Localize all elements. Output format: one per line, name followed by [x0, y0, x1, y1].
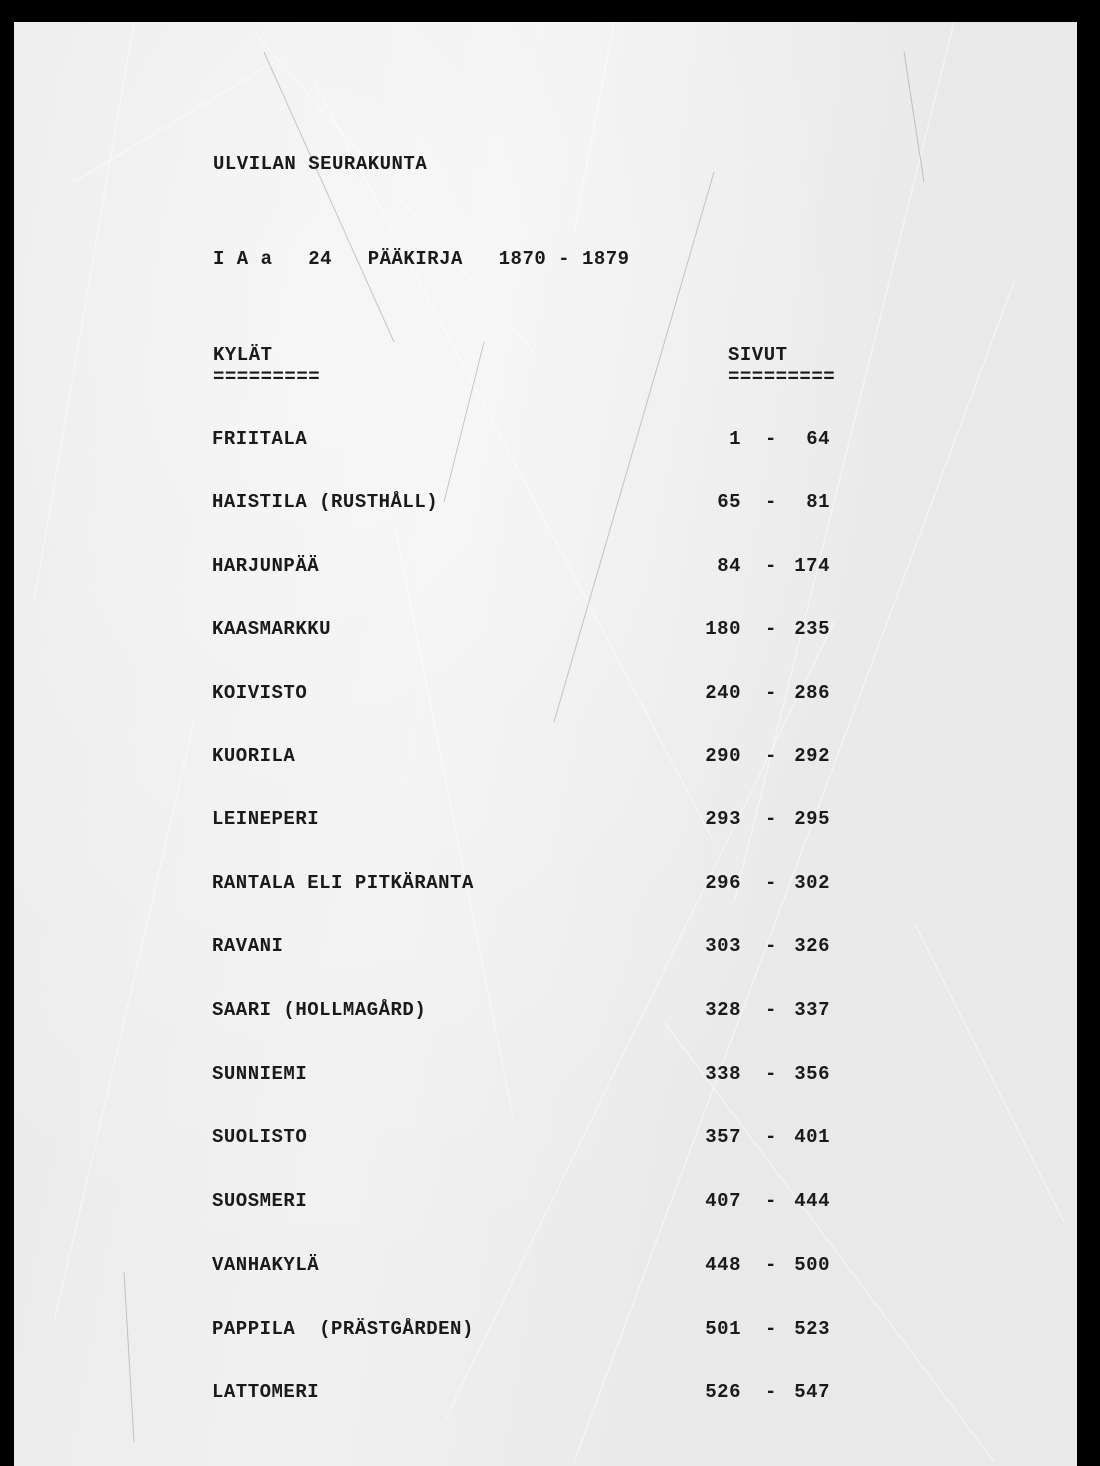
range-dash: - — [765, 1063, 777, 1085]
page-end: 500 — [794, 1254, 830, 1276]
villages-column-header: KYLÄT — [213, 344, 273, 366]
range-dash: - — [765, 1190, 777, 1212]
page-start: 296 — [705, 872, 741, 894]
village-name: KUORILA — [212, 745, 296, 767]
range-dash: - — [765, 1381, 777, 1403]
page-start: 407 — [705, 1190, 741, 1212]
page-start: 65 — [717, 491, 741, 513]
list-item — [14, 1126, 1077, 1154]
range-dash: - — [765, 1254, 777, 1276]
list-item — [14, 1254, 1077, 1282]
page-start: 448 — [705, 1254, 741, 1276]
range-dash: - — [765, 745, 777, 767]
page-start: 180 — [705, 618, 741, 640]
village-name: HARJUNPÄÄ — [212, 555, 320, 577]
village-name: LEINEPERI — [212, 808, 320, 830]
range-dash: - — [765, 428, 777, 450]
list-item — [14, 872, 1077, 900]
page-end: 326 — [794, 935, 830, 957]
list-item — [14, 555, 1077, 583]
page-end: 401 — [794, 1126, 830, 1148]
range-dash: - — [765, 935, 777, 957]
page-end: 295 — [794, 808, 830, 830]
page-end: 286 — [794, 682, 830, 704]
list-item — [14, 935, 1077, 963]
village-name: SUOLISTO — [212, 1126, 308, 1148]
list-item — [14, 618, 1077, 646]
page-start: 328 — [705, 999, 741, 1021]
page-end: 64 — [806, 428, 830, 450]
page-end: 337 — [794, 999, 830, 1021]
village-name: PAPPILA (PRÄSTGÅRDEN) — [212, 1318, 474, 1340]
list-item — [14, 1063, 1077, 1091]
village-name: LATTOMERI — [212, 1381, 320, 1403]
page-start: 293 — [705, 808, 741, 830]
range-dash: - — [765, 491, 777, 513]
page-end: 292 — [794, 745, 830, 767]
scan-edge-mark — [1096, 590, 1100, 640]
village-name: KAASMARKKU — [212, 618, 332, 640]
page-start: 357 — [705, 1126, 741, 1148]
village-name: KOIVISTO — [212, 682, 308, 704]
village-name: HAISTILA (RUSTHÅLL) — [212, 491, 439, 513]
page-end: 356 — [794, 1063, 830, 1085]
range-dash: - — [765, 999, 777, 1021]
pages-header-underline: ========= — [728, 366, 836, 388]
range-dash: - — [765, 555, 777, 577]
parish-title: ULVILAN SEURAKUNTA — [213, 153, 428, 175]
village-name: SAARI (HOLLMAGÅRD) — [212, 999, 427, 1021]
village-name: RAVANI — [212, 935, 284, 957]
page-end: 235 — [794, 618, 830, 640]
list-item — [14, 1190, 1077, 1218]
range-dash: - — [765, 618, 777, 640]
list-item — [14, 808, 1077, 836]
page-end: 174 — [794, 555, 830, 577]
list-item — [14, 1318, 1077, 1346]
list-item — [14, 428, 1077, 456]
range-dash: - — [765, 808, 777, 830]
page-end: 444 — [794, 1190, 830, 1212]
page-start: 1 — [729, 428, 741, 450]
village-name: SUOSMERI — [212, 1190, 308, 1212]
village-name: FRIITALA — [212, 428, 308, 450]
range-dash: - — [765, 1126, 777, 1148]
document-text — [14, 22, 1077, 1466]
village-name: RANTALA ELI PITKÄRANTA — [212, 872, 474, 894]
page-end: 81 — [806, 491, 830, 513]
pages-column-header: SIVUT — [728, 344, 788, 366]
range-dash: - — [765, 1318, 777, 1340]
range-dash: - — [765, 682, 777, 704]
list-item — [14, 682, 1077, 710]
document-page — [14, 22, 1077, 1466]
list-item — [14, 745, 1077, 773]
page-start: 84 — [717, 555, 741, 577]
range-dash: - — [765, 872, 777, 894]
page-start: 338 — [705, 1063, 741, 1085]
page-end: 547 — [794, 1381, 830, 1403]
list-item — [14, 491, 1077, 519]
page-end: 523 — [794, 1318, 830, 1340]
village-name: SUNNIEMI — [212, 1063, 308, 1085]
list-item — [14, 1381, 1077, 1409]
list-item — [14, 999, 1077, 1027]
page-start: 240 — [705, 682, 741, 704]
villages-header-underline: ========= — [213, 366, 321, 388]
page-start: 303 — [705, 935, 741, 957]
page-start: 290 — [705, 745, 741, 767]
village-name: VANHAKYLÄ — [212, 1254, 320, 1276]
page-end: 302 — [794, 872, 830, 894]
page-start: 526 — [705, 1381, 741, 1403]
archive-reference: I A a 24 PÄÄKIRJA 1870 - 1879 — [213, 248, 630, 270]
page-start: 501 — [705, 1318, 741, 1340]
